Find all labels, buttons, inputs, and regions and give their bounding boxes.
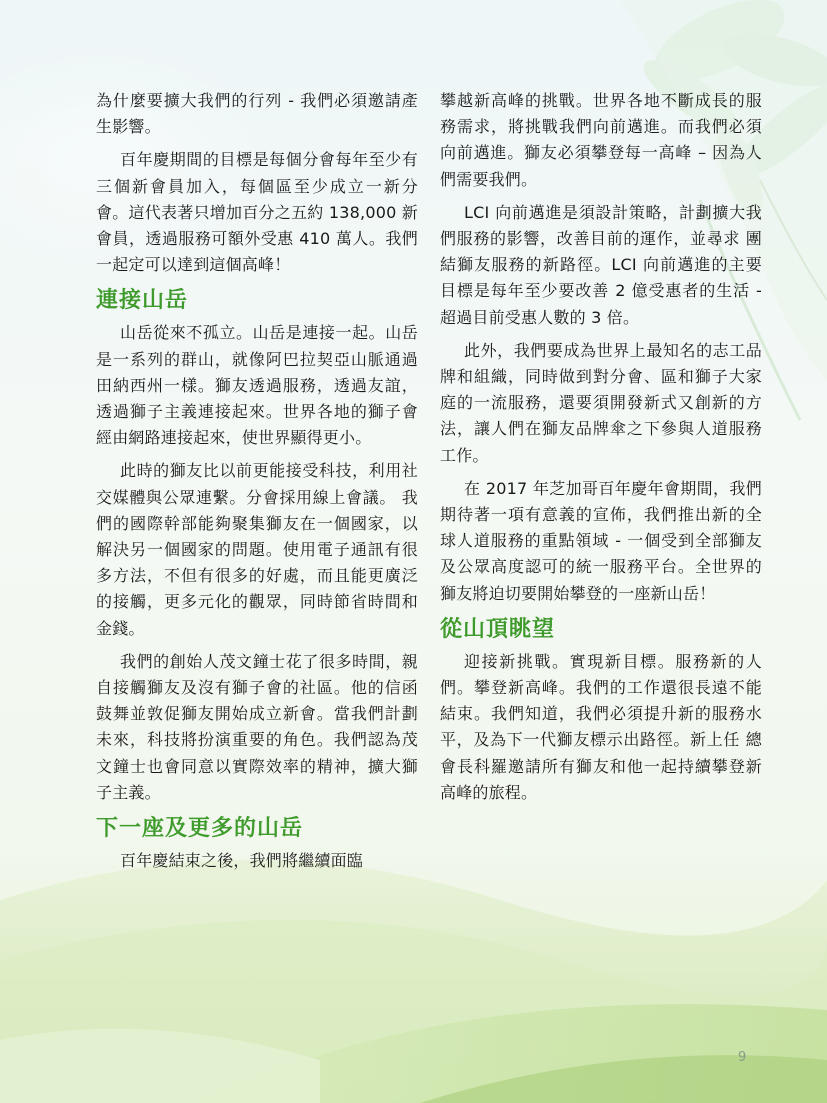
paragraph: 我們的創始人茂文鐘士花了很多時間，親自接觸獅友及沒有獅子會的社區。他的信函鼓舞並敦促獅友開始成立新會。當我們計劃未來，科技將扮演重要的角色。我們認為茂文鐘士也會同意以實際效率的精神，擴大獅子主義。 [96, 651, 418, 802]
paragraph: 此時的獅友比以前更能接受科技，利用社交媒體與公眾連繫。分會採用線上會議。 我們的國際幹部能夠聚集獅友在一個國家，以解決另一個國家的問題。使用電子通訊有很多方法，不但有很多的好處，而且能更廣泛的接觸，更多元化的觀眾，同時節省時間和金錢。 [96, 461, 418, 638]
paragraph: 為什麼要擴大我們的行列 - 我們必須邀請產生影響。 [96, 91, 418, 137]
paragraph: 此外，我們要成為世界上最知名的志工品牌和組織，同時做到對分會、區和獅子大家庭的一流服務，還要須開發新式又創新的方法，讓人們在獅友品牌傘之下參與人道服務工作。 [440, 340, 762, 465]
paragraph: 山岳從來不孤立。山岳是連接一起。山岳是一系列的群山，就像阿巴拉契亞山脈通過田納西州一樣。獅友透過服務，透過友誼，透過獅子主義連接起來。世界各地的獅子會經由網路連接起來，使世界顯得更小。 [96, 323, 418, 448]
page-number: 9 [738, 1050, 747, 1065]
paragraph: 百年慶期間的目標是每個分會每年至少有三個新會員加入，每個區至少成立一新分會。這代表著只增加百分之五約 138,000 新會員，透過服務可額外受惠 410 萬人。我們一起定可以達到這個高峰！ [96, 150, 418, 275]
paragraph: 迎接新挑戰。實現新目標。服務新的人們。攀登新高峰。我們的工作還很長遠不能結束。我們知道，我們必須提升新的服務水平，及為下一代獅友標示出路徑。新上任 總會長科羅邀請所有獅友和他一起持續攀登新高峰的旅程。 [440, 651, 762, 802]
section-heading-view-from-summit: 從山頂眺望 [440, 616, 556, 642]
paragraph: 在 2017 年芝加哥百年慶年會期間，我們期待著一項有意義的宣佈，我們推出新的全球人道服務的重點領域 - 一個受到全部獅友及公眾高度認可的統一服務平台。全世界的獅友將迫切要開始攀登的一座新山岳！ [440, 478, 762, 603]
right-column [440, 88, 762, 813]
left-column [96, 88, 418, 881]
paragraph: 攀越新高峰的挑戰。世界各地不斷成長的服務需求，將挑戰我們向前邁進。而我們必須向前邁進。獅友必須攀登每一高峰 – 因為人們需要我們。 [440, 91, 762, 189]
section-heading-next-mountains: 下一座及更多的山岳 [96, 816, 304, 842]
paragraph: LCI 向前邁進是須設計策略，計劃擴大我們服務的影響，改善目前的運作，並尋求 團結獅友服務的新路徑。LCI 向前邁進的主要目標是每年至少要改善 2 億受惠者的生活 - 超過目前受惠人數的 3 倍。 [440, 202, 762, 327]
paragraph: 百年慶結束之後，我們將繼續面臨 [120, 851, 364, 871]
section-heading-connect-mountains: 連接山岳 [96, 288, 189, 314]
